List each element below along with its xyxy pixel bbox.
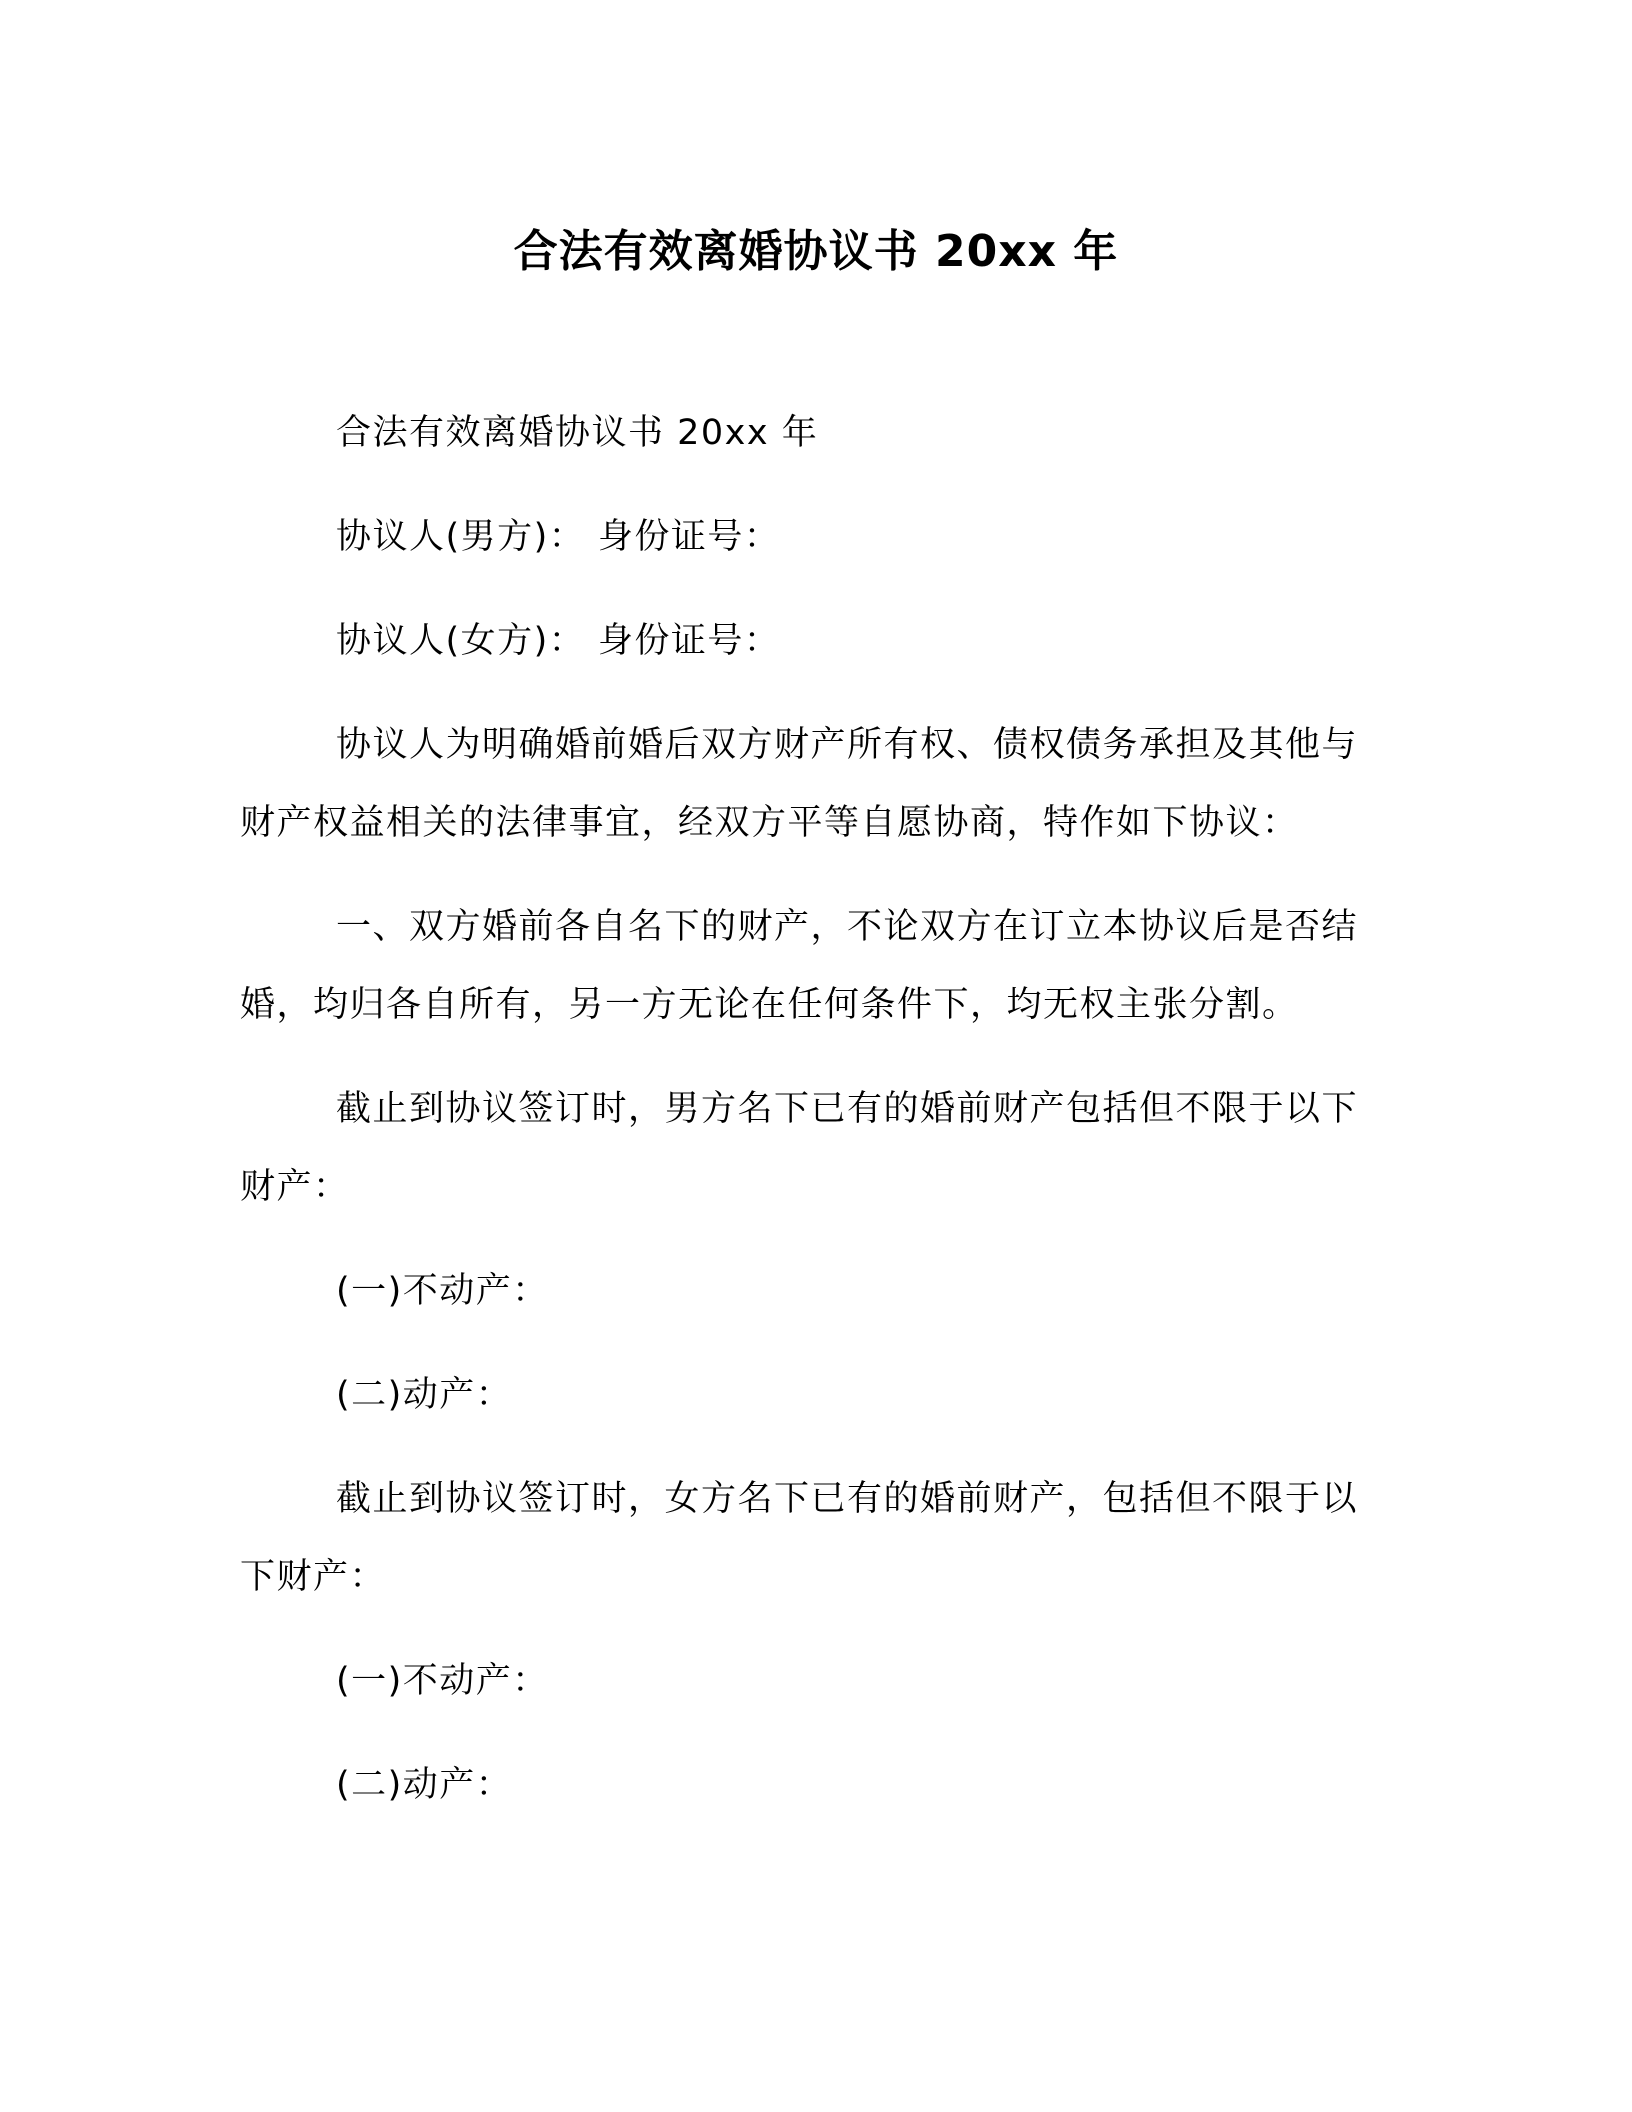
paragraph-male-real-estate: (一)不动产： xyxy=(336,1271,549,1311)
paragraph-heading: 合法有效离婚协议书 20xx 年 xyxy=(336,413,819,453)
document-title: 合法有效离婚协议书 20xx 年 xyxy=(513,226,1119,277)
paragraph-female-property: 截止到协议签订时，女方名下已有的婚前财产，包括但不限于以下财产： xyxy=(240,1479,1359,1597)
paragraph-male-movables: (二)动产： xyxy=(336,1375,513,1415)
paragraph-male-party: 协议人(男方)： 身份证号： xyxy=(336,517,781,557)
paragraph-male-property: 截止到协议签订时，男方名下已有的婚前财产包括但不限于以下财产： xyxy=(240,1089,1359,1207)
paragraph-clause-1: 一、双方婚前各自名下的财产，不论双方在订立本协议后是否结婚，均归各自所有，另一方无论在任何条件下，均无权主张分割。 xyxy=(240,907,1359,1025)
paragraph-female-real-estate: (一)不动产： xyxy=(336,1661,549,1701)
paragraph-female-movables: (二)动产： xyxy=(336,1765,513,1805)
document-body xyxy=(240,394,1376,1850)
paragraph-female-party: 协议人(女方)： 身份证号： xyxy=(336,621,781,661)
paragraph-preamble: 协议人为明确婚前婚后双方财产所有权、债权债务承担及其他与财产权益相关的法律事宜，经双方平等自愿协商，特作如下协议： xyxy=(240,725,1359,843)
